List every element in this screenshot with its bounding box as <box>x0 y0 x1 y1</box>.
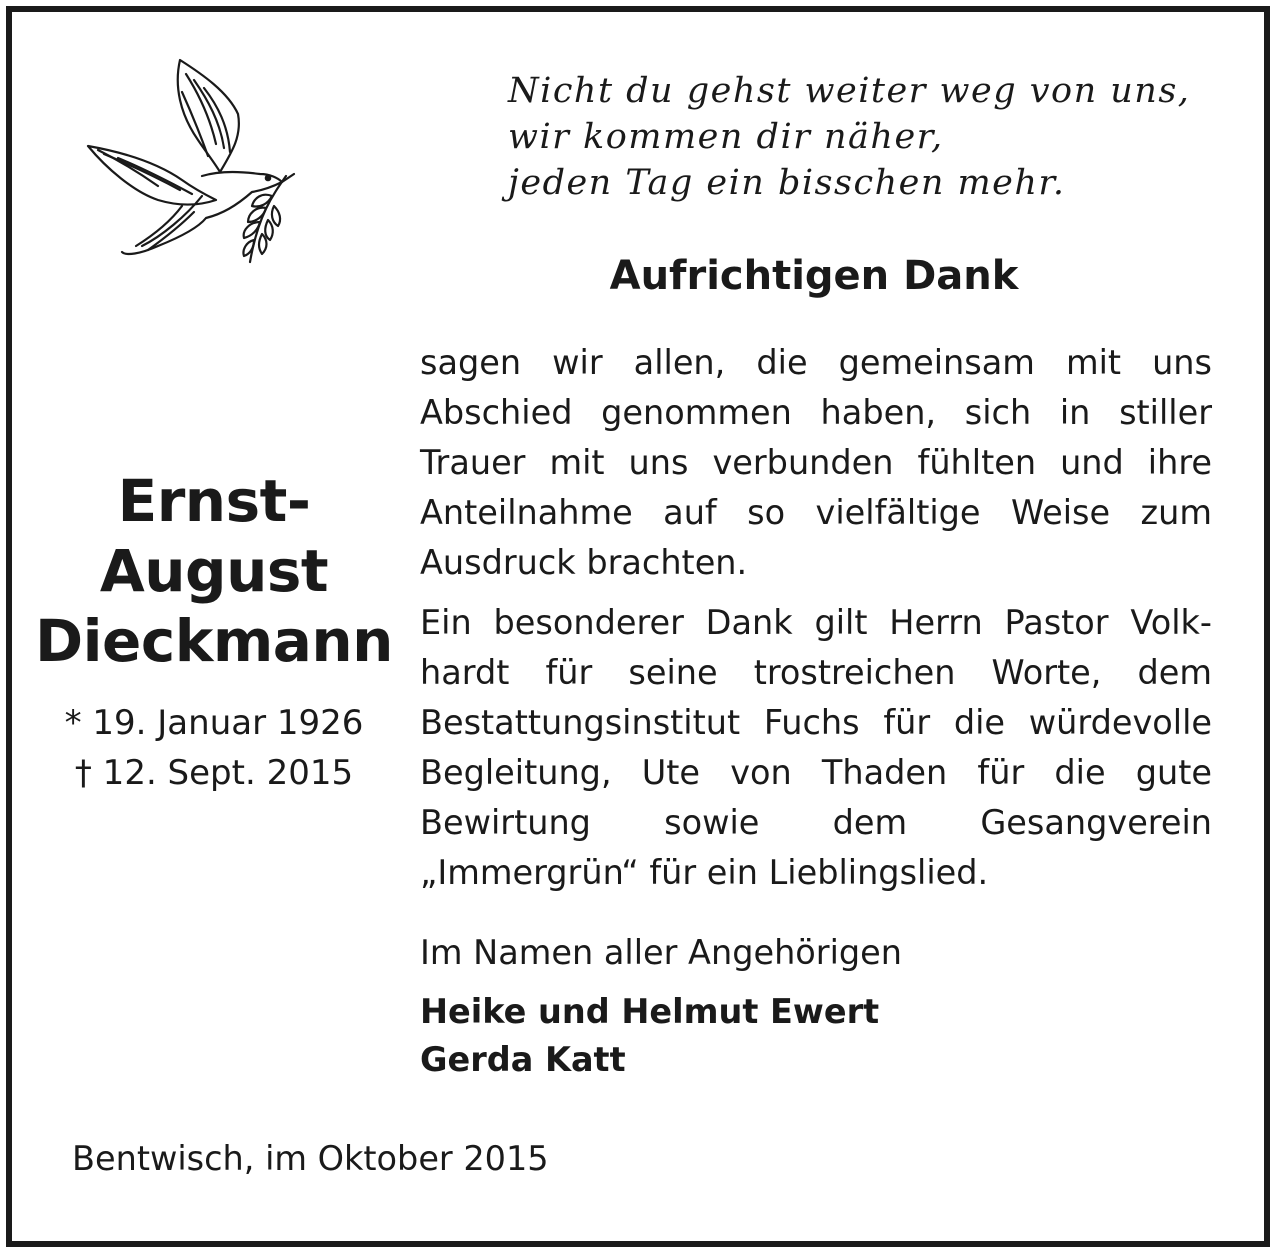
dove-icon <box>82 56 302 270</box>
signer-name: Gerda Katt <box>420 1040 626 1079</box>
signer-name: Heike und Helmut Ewert <box>420 992 880 1031</box>
birth-date: * 19. Januar 1926 <box>64 703 364 743</box>
poem-line: Nicht du gehst weiter weg von uns, <box>508 71 1191 111</box>
thanks-paragraph-1: sagen wir allen, die gemeinsam mit uns Abschied genommen haben, sich in stiller Trauer mit uns verbunden fühlten und ihre Anteilnahme auf so vielfältige Weise zum Ausdruck brachten. <box>420 343 1212 582</box>
signers <box>420 988 879 1084</box>
deceased-name <box>24 466 404 676</box>
death-date: † 12. Sept. 2015 <box>74 753 354 793</box>
closing-line: Im Namen aller Angehörigen <box>420 933 902 972</box>
thanks-paragraph-2: Ein besonderer Dank gilt Herrn Pastor Volkhardt für seine trostreichen Worte, dem Bestattungsinstitut Fuchs für die würdevolle Begleitung, Ute von Thaden für die gute Bewirtung sowie dem Gesangverein „Immergrün“ für ein Lieblingslied. <box>420 603 1212 892</box>
name-line: Ernst- <box>117 467 311 535</box>
name-line: Dieckmann <box>35 607 393 675</box>
name-line: August <box>99 537 329 605</box>
place-and-date: Bentwisch, im Oktober 2015 <box>72 1139 549 1178</box>
poem-line: jeden Tag ein bisschen mehr. <box>508 163 1066 203</box>
poem <box>508 68 1228 206</box>
poem-line: wir kommen dir näher, <box>508 117 944 157</box>
life-dates <box>24 698 404 798</box>
heading-aufrichtigen-dank: Aufrichtigen Dank <box>609 253 1019 299</box>
